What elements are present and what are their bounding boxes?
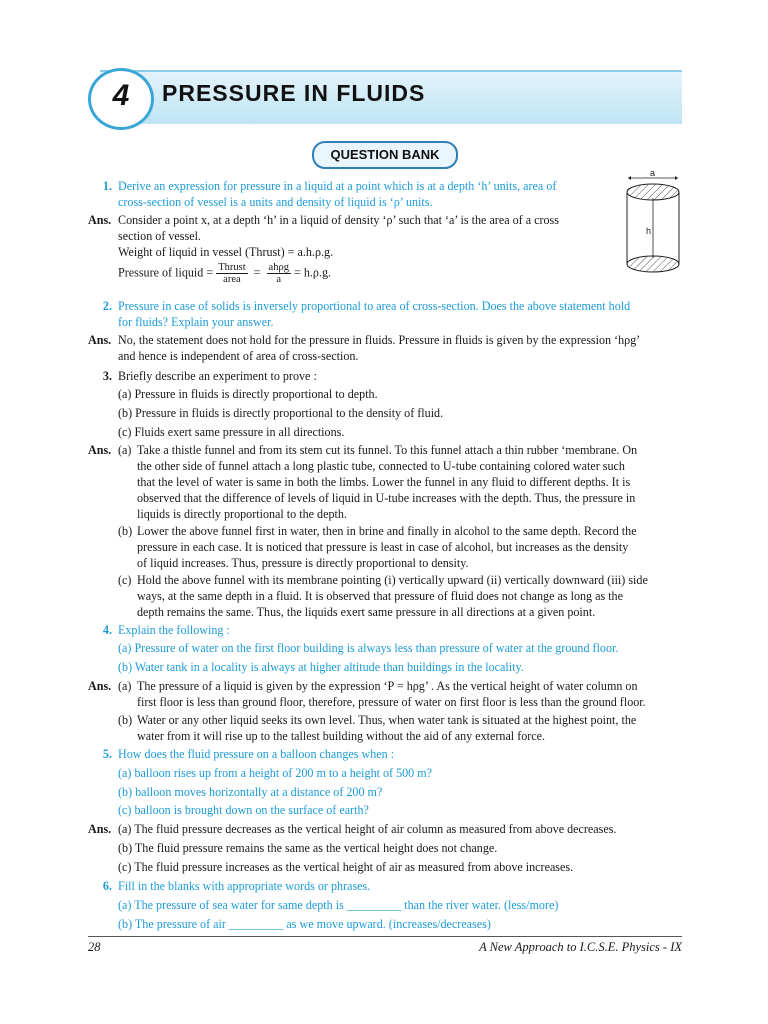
a3-b-line-2: pressure in each case. It is noticed that pressure is least in case of alcohol, but increases as the density bbox=[137, 540, 629, 554]
a3-c-line-2: ways, at the same depth in a fluid. It is observed that pressure of fluid does not change as long as the bbox=[137, 589, 623, 603]
chapter-number: 4 bbox=[112, 79, 130, 112]
a3-b-line-3: of liquid increases. Thus, pressure is directly proportional to density. bbox=[137, 556, 469, 570]
q1-line-2: cross-section of vessel is a units and density of liquid is ‘ρ’ units. bbox=[118, 195, 433, 209]
fraction-thrust-area bbox=[216, 262, 247, 285]
q1-number: 1. bbox=[102, 179, 112, 193]
a3-a-line-4: observed that the difference of levels of liquid in U-tube increases with the depth. Thus, the pressure in bbox=[137, 491, 636, 505]
q3-item-b: (b) Pressure in fluids is directly proportional to the density of fluid. bbox=[118, 406, 444, 420]
q5-item-b: (b) balloon moves horizontally at a distance of 200 m? bbox=[118, 785, 383, 799]
a1-label: Ans. bbox=[88, 213, 112, 227]
a3-a-line-1: Take a thistle funnel and from its stem cut its funnel. To this funnel attach a thin rubber ‘membrane. On bbox=[137, 443, 638, 457]
q6-item-b: (b) The pressure of air _________ as we move upward. (increases/decreases) bbox=[118, 917, 491, 931]
section-heading: QUESTION BANK bbox=[312, 141, 458, 169]
q4-item-b: (b) Water tank in a locality is always at higher altitude than buildings in the locality. bbox=[118, 660, 524, 674]
book-title: A New Approach to I.C.S.E. Physics - IX bbox=[479, 940, 682, 954]
a4-a-line-2: first floor is less than ground floor, therefore, pressure of water on first floor is less than the ground floor. bbox=[137, 695, 646, 709]
figure-label-h: h bbox=[646, 226, 652, 236]
page-number: 28 bbox=[88, 940, 101, 954]
a4-a-tag: (a) bbox=[118, 679, 132, 693]
q6-line-1: Fill in the blanks with appropriate words or phrases. bbox=[118, 879, 371, 893]
a3-label: Ans. bbox=[88, 443, 112, 457]
a4-b-line-2: water from it will rise up to the tallest building without the aid of any external force. bbox=[137, 729, 546, 743]
q6-item-a: (a) The pressure of sea water for same depth is _________ than the river water. (less/more) bbox=[118, 898, 559, 912]
q2-number: 2. bbox=[102, 299, 112, 313]
fraction-numerator: Thrust bbox=[218, 262, 246, 273]
a3-a-line-3: that the level of water is same in both the limbs. Lower the funnel in any fluid to different depths. It is bbox=[137, 475, 631, 489]
q5-item-a: (a) balloon rises up from a height of 200 m to a height of 500 m? bbox=[118, 766, 433, 780]
fraction-denominator: a bbox=[276, 274, 282, 285]
a3-c-line-1: Hold the above funnel with its membrane pointing (i) vertically upward (ii) vertically downward (iii) side bbox=[137, 573, 648, 587]
q4-line-1: Explain the following : bbox=[118, 623, 230, 637]
a3-a-line-2: the other side of funnel attach a long plastic tube, connected to U-tube containing colored water such bbox=[137, 459, 625, 473]
a4-a-line-1: The pressure of a liquid is given by the expression ‘P = hρg’ . As the vertical height of water column on bbox=[137, 679, 638, 693]
a5-item-a: (a) The fluid pressure decreases as the vertical height of air column as measured from above decreases. bbox=[118, 822, 617, 836]
a3-c-line-3: depth remains the same. Thus, the liquids exert same pressure in all directions at a given point. bbox=[137, 605, 596, 619]
a3-b-line-1: Lower the above funnel first in water, then in brine and finally in alcohol to the same depth. Record the bbox=[137, 524, 637, 538]
q4-number: 4. bbox=[102, 623, 112, 637]
chapter-title: PRESSURE IN FLUIDS bbox=[162, 80, 426, 106]
a5-item-b: (b) The fluid pressure remains the same as the vertical height does not change. bbox=[118, 841, 498, 855]
footer-rule bbox=[88, 936, 682, 937]
q5-item-c: (c) balloon is brought down on the surface of earth? bbox=[118, 803, 369, 817]
fraction-ahpg-a bbox=[267, 262, 291, 285]
a1-line-3: Weight of liquid in vessel (Thrust) = a.h.ρ.g. bbox=[118, 245, 334, 259]
fraction-numerator: ahρg bbox=[268, 262, 289, 273]
q1-line-1: Derive an expression for pressure in a liquid at a point which is at a depth ‘h’ units, area of bbox=[118, 179, 557, 193]
q5-line-1: How does the fluid pressure on a balloon changes when : bbox=[118, 747, 395, 761]
q3-line-1: Briefly describe an experiment to prove : bbox=[118, 369, 317, 383]
q6-number: 6. bbox=[102, 879, 112, 893]
a2-line-1: No, the statement does not hold for the pressure in fluids. Pressure in fluids is given by the expression ‘hρg’ bbox=[118, 333, 641, 347]
a3-c-tag: (c) bbox=[118, 573, 132, 587]
a1-formula-equals: = bbox=[253, 265, 261, 280]
a1-formula bbox=[118, 262, 331, 285]
a1-line-2: section of vessel. bbox=[118, 229, 201, 243]
a3-a-line-5: liquids is directly proportional to the depth. bbox=[137, 507, 347, 521]
a1-formula-result: = h.ρ.g. bbox=[293, 265, 332, 280]
a4-b-line-1: Water or any other liquid seeks its own level. Thus, when water tank is situated at the highest point, the bbox=[137, 713, 637, 727]
q5-number: 5. bbox=[102, 747, 112, 761]
cylinder-figure bbox=[620, 170, 686, 282]
a3-a-tag: (a) bbox=[118, 443, 132, 457]
q2-line-1: Pressure in case of solids is inversely proportional to area of cross-section. Does the above statement hold bbox=[118, 299, 631, 313]
q3-item-a: (a) Pressure in fluids is directly proportional to depth. bbox=[118, 387, 378, 401]
q3-item-c: (c) Fluids exert same pressure in all directions. bbox=[118, 425, 345, 439]
figure-label-a: a bbox=[650, 170, 656, 178]
q4-item-a: (a) Pressure of water on the first floor building is always less than pressure of water at the ground floor. bbox=[118, 641, 619, 655]
a5-item-c: (c) The fluid pressure increases as the vertical height of air as measured from above increases. bbox=[118, 860, 574, 874]
a3-b-tag: (b) bbox=[118, 524, 133, 538]
q3-number: 3. bbox=[102, 369, 112, 383]
a4-b-tag: (b) bbox=[118, 713, 133, 727]
a1-formula-prefix: Pressure of liquid = bbox=[118, 265, 214, 280]
a4-label: Ans. bbox=[88, 679, 112, 693]
a2-label: Ans. bbox=[88, 333, 112, 347]
fraction-denominator: area bbox=[223, 274, 241, 285]
a1-line-1: Consider a point x, at a depth ‘h’ in a liquid of density ‘ρ’ such that ‘a’ is the area of a cross bbox=[118, 213, 559, 227]
a2-line-2: and hence is independent of area of cross-section. bbox=[118, 349, 359, 363]
q2-line-2: for fluids? Explain your answer. bbox=[118, 315, 274, 329]
a5-label: Ans. bbox=[88, 822, 112, 836]
